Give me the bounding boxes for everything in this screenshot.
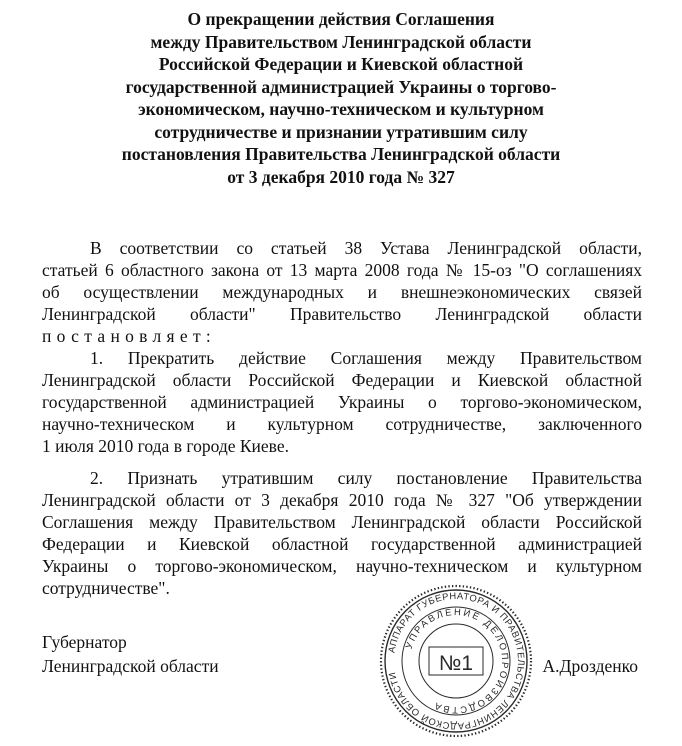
signer-name: А.Дрозденко [542, 656, 638, 676]
item-1-line: государственной администрацией Украины о торгово-экономическом, [42, 392, 642, 412]
item-2-line: 2. Признать утратившим силу постановление Правительства [90, 468, 642, 488]
title-line: сотрудничестве и признании утратившим силу [154, 121, 528, 142]
signer-position-line: Губернатор [42, 632, 127, 652]
preamble-paragraph [42, 237, 642, 347]
preamble-line: Ленинградской области" Правительство Ленинградской области [42, 304, 642, 324]
item-1-line: Ленинградской области Российской Федерации и Киевской областной [42, 370, 642, 390]
stamp-number: №1 [438, 652, 474, 675]
item-1-line: научно-техническом и культурном сотрудничестве, заключенного [42, 414, 642, 434]
stamp-seal-graphic [376, 581, 536, 741]
title-line: от 3 декабря 2010 года № 327 [227, 166, 455, 187]
official-stamp [376, 581, 536, 741]
item-1-paragraph [42, 347, 642, 457]
preamble-line: статьей 6 областного закона от 13 марта 2008 года № 15-оз "О соглашениях [42, 260, 642, 280]
title-line: О прекращении действия Соглашения [187, 9, 495, 29]
stamp-inner-text: УПРАВЛЕНИЕ ДЕЛОПРОИЗВОДСТВА [402, 605, 512, 717]
item-2-line: сотрудничестве". [42, 578, 170, 598]
title-line: между Правительством Ленинградской области [150, 31, 532, 52]
title-line: постановления Правительства Ленинградской области [121, 144, 561, 164]
signature-block [42, 630, 219, 678]
title-line: Российской Федерации и Киевской областной [158, 54, 524, 74]
document-body [42, 237, 642, 599]
item-2-paragraph [42, 467, 642, 599]
item-1-line: 1. Прекратить действие Соглашения между Правительством [90, 348, 642, 368]
item-1-line: 1 июля 2010 года в городе Киеве. [42, 436, 289, 456]
document-title [60, 8, 622, 188]
decree-word: постановляет: [42, 326, 217, 346]
title-line: экономическом, научно-техническом и культурном [138, 99, 544, 119]
title-line: государственной администрацией Украины о торгово- [125, 76, 557, 97]
item-2-line: Федерации и Киевской областной государственной администрацией [42, 534, 642, 554]
preamble-line: об осуществлении международных и внешнеэкономических связей [42, 282, 642, 302]
item-2-line: Ленинградской области от 3 декабря 2010 года № 327 "Об утверждении [42, 490, 642, 510]
preamble-line: В соответствии со статьей 38 Устава Ленинградской области, [90, 238, 642, 258]
stamp-outer-text: АППАРАТ ГУБЕРНАТОРА И ПРАВИТЕЛЬСТВА ЛЕНИНГРАДСКОЙ ОБЛАСТИ [385, 589, 528, 733]
item-2-line: Украины о торгово-экономическом, научно-техническом и культурном [42, 556, 642, 576]
item-2-line: Соглашения между Правительством Ленинградской области Российской [42, 512, 642, 532]
signer-position-line: Ленинградской области [42, 656, 219, 676]
